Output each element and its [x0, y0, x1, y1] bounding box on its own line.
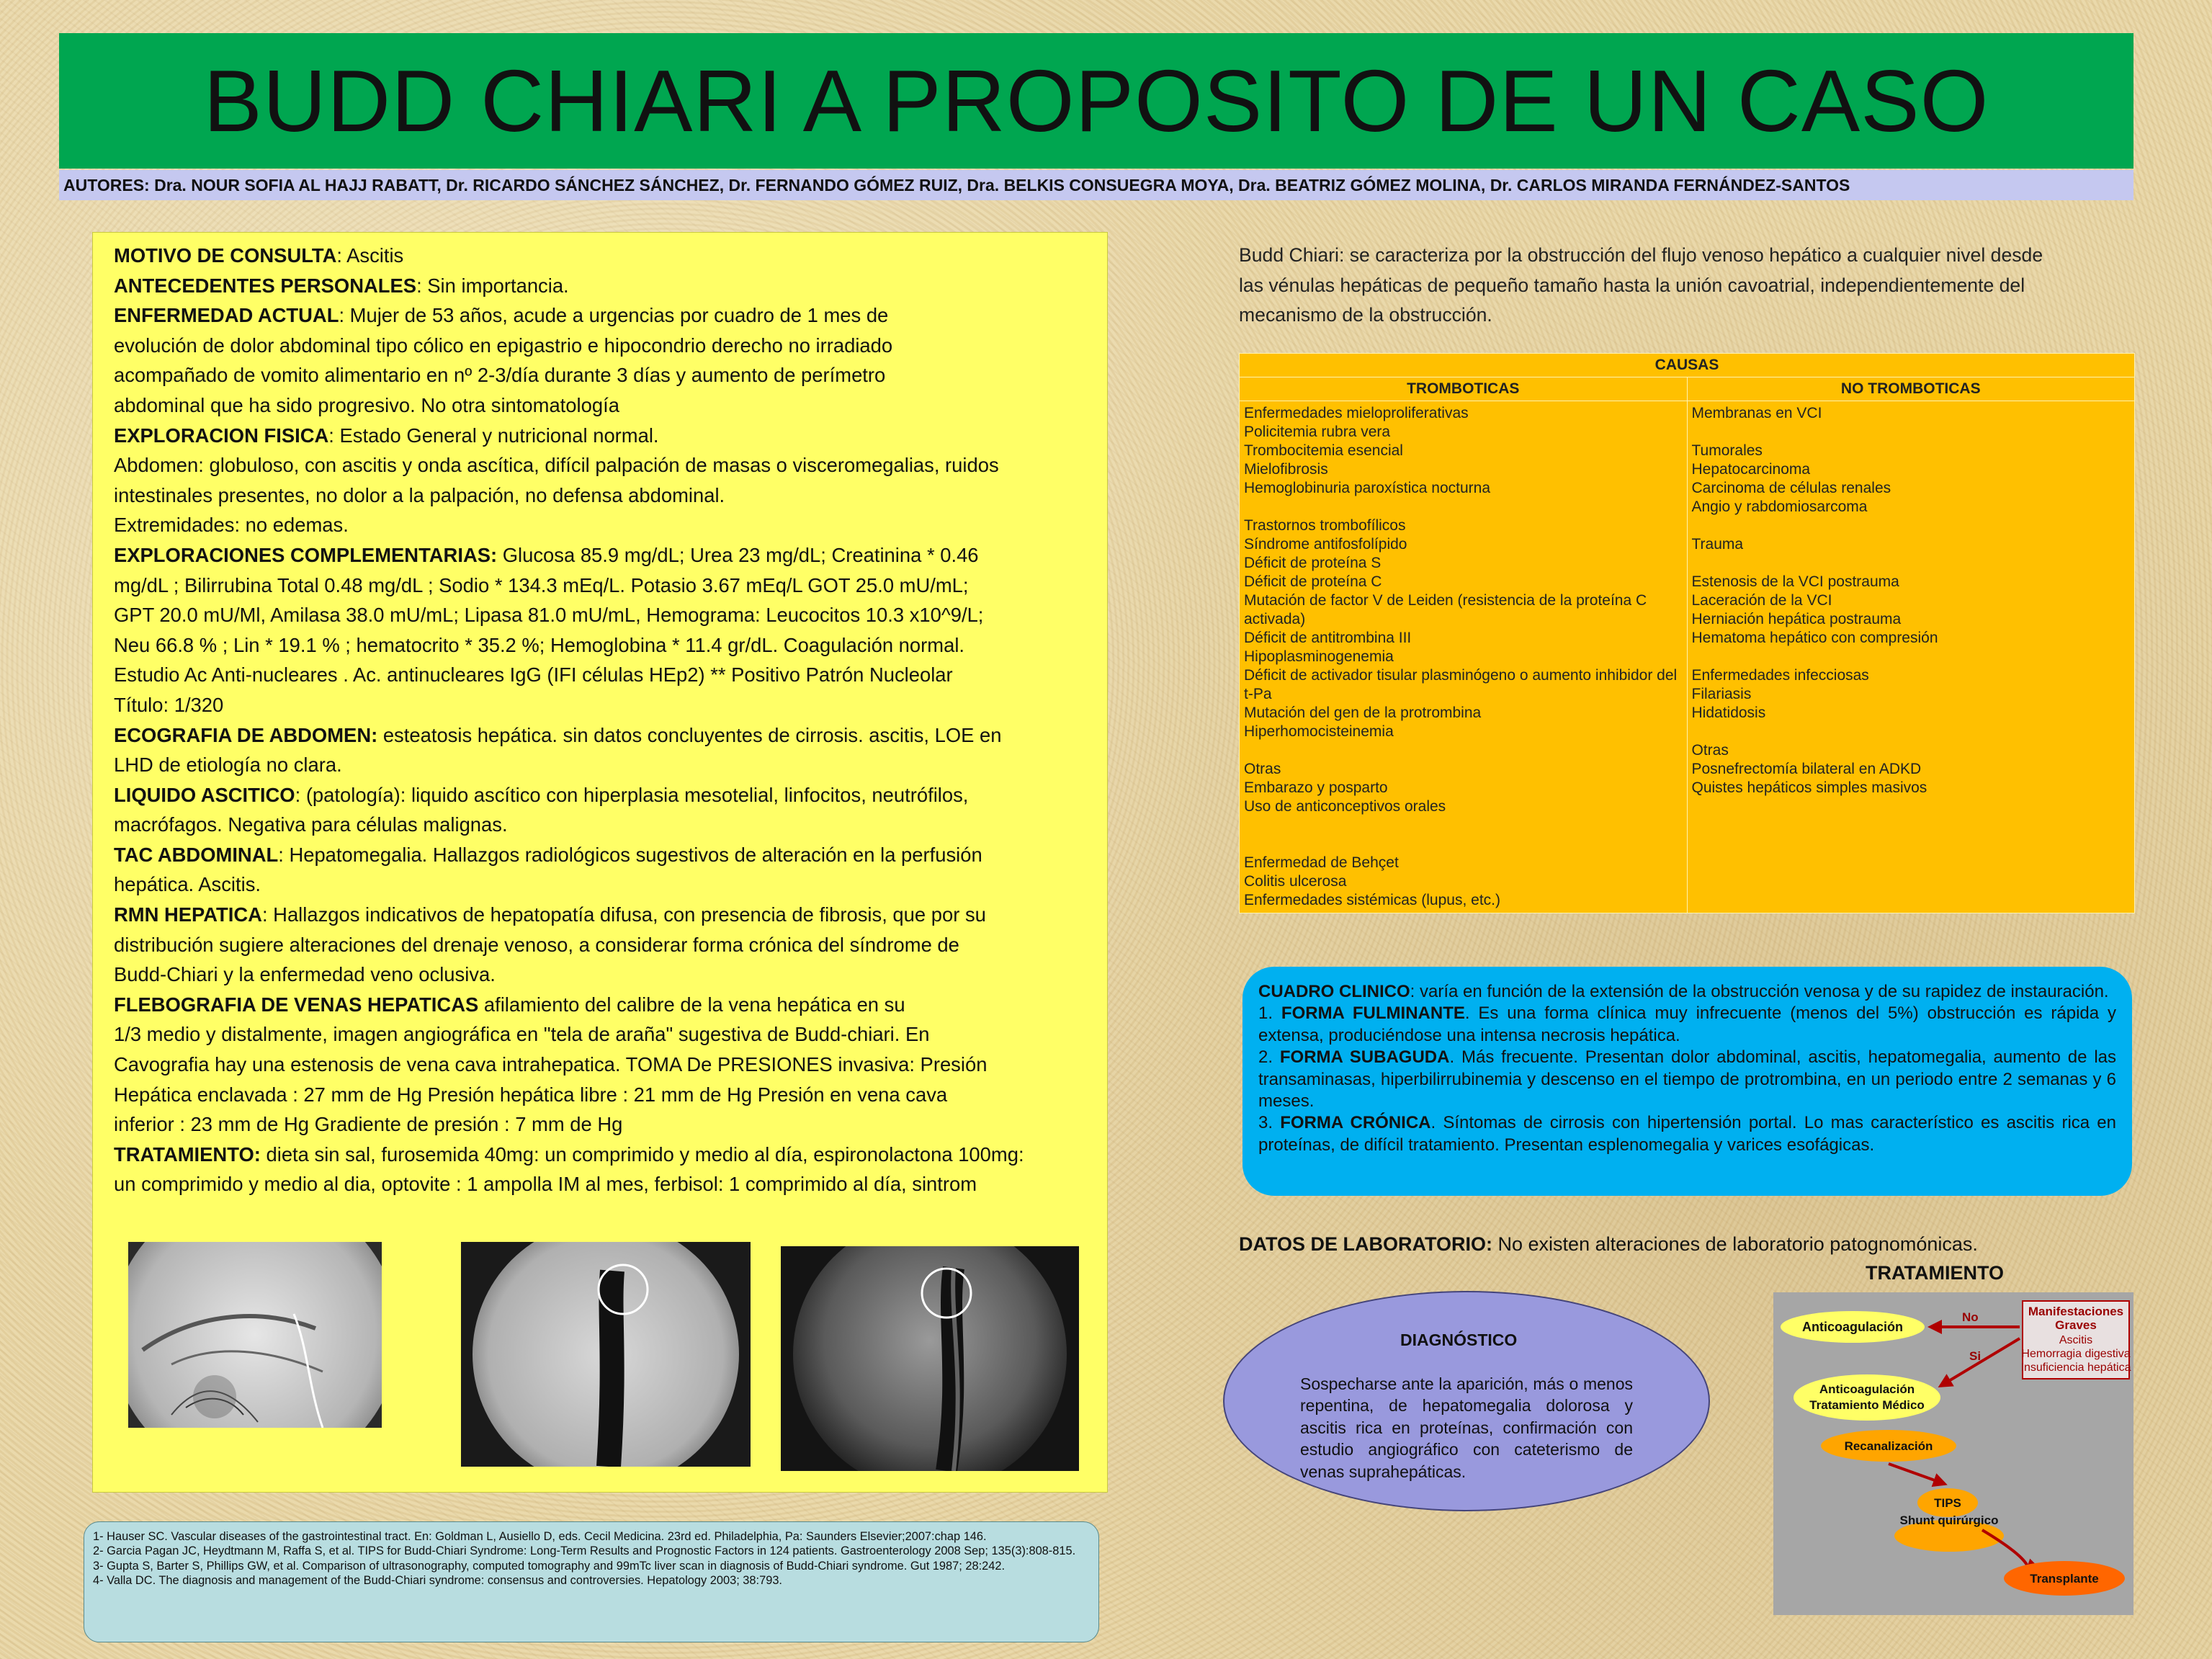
references-box — [84, 1521, 1099, 1642]
anticoag-medico-node — [1794, 1374, 1940, 1421]
manifestaciones-title-1: Manifestaciones — [2028, 1305, 2124, 1318]
thrombotic-cause-item: Policitemia rubra vera — [1244, 424, 1391, 440]
thrombotic-cause-item: Embarazo y posparto — [1244, 779, 1388, 796]
non-thrombotic-cause-item: Filariasis — [1691, 686, 1752, 702]
reference-4: 4- Valla DC. The diagnosis and management of the Budd-Chiari syndrome: consensus and controversies. Hepatology 2003; 38:793. — [93, 1574, 782, 1588]
manifestacion-insuficiencia: Insuficiencia hepática — [2020, 1361, 2131, 1374]
form-cronica-label: FORMA CRÓNICA — [1280, 1113, 1431, 1133]
thrombotic-cause-item: Hiperhomocisteinemia — [1244, 723, 1394, 740]
si-label: Si — [1969, 1349, 1982, 1363]
rmn-line: RMN HEPATICA: Hallazgos indicativos de hepatopatía difusa, con presencia de fibrosis, que por su — [114, 903, 986, 926]
authors-bar: AUTORES: Dra. NOUR SOFIA AL HAJJ RABATT, Dr. RICARDO SÁNCHEZ SÁNCHEZ, Dr. FERNANDO GÓMEZ RUIZ, Dra. BELKIS CONSUEGRA MOYA, Dra. BEATRIZ GÓMEZ MOLINA, Dr. CARLOS MIRANDA FERNÁNDEZ-SANTOS — [59, 170, 2133, 200]
motivo-line: MOTIVO DE CONSULTA: Ascitis — [114, 244, 404, 267]
ecografia-line: ECOGRAFIA DE ABDOMEN: esteatosis hepática. sin datos concluyentes de cirrosis. ascitis, LOE en — [114, 723, 1002, 746]
xray-image-3-graphic — [781, 1246, 1079, 1471]
xray-image-1-graphic — [128, 1242, 382, 1428]
thrombotic-cause-item: Déficit de antitrombina III — [1244, 630, 1412, 646]
reference-1: 1- Hauser SC. Vascular diseases of the gastrointestinal tract. En: Goldman L, Ausiello D, eds. Cecil Medicina. 23rd ed. Philadelphia, Pa: Saunders Elsevier;2007:chap 146. — [93, 1530, 987, 1543]
non-thrombotic-cause-item: Estenosis de la VCI postrauma — [1691, 573, 1899, 590]
diagnosis-title: DIAGNÓSTICO — [1400, 1331, 1518, 1349]
rmn-label: RMN HEPATICA — [114, 903, 262, 926]
tratamiento-label: TRATAMIENTO: — [114, 1142, 261, 1166]
non-thrombotic-cause-item — [1692, 517, 2131, 535]
diagnosis-text: Sospecharse ante la aparición, más o menos repentina, de hepatomegalia dolorosa y ascitis rica en proteínas, confirmación con estudio angiográfico con cateterismo de venas suprahepáticas. — [1300, 1374, 1633, 1481]
tac-line: TAC ABDOMINAL: Hepatomegalia. Hallazgos radiológicos sugestivos de alteración en la perfusión — [114, 843, 982, 866]
non-thrombotic-list — [1687, 401, 2135, 913]
title-banner — [59, 33, 2133, 169]
trasplante-label: Transplante — [2030, 1572, 2099, 1586]
causes-header: CAUSAS — [1240, 354, 2135, 377]
clinical-box: CUADRO CLINICO: varía en función de la extensión de la obstrucción venosa y de su rapidez de instauración. 1. FORMA FULMINANTE. Es una forma clínica muy infrecuente (menos del 5%) obstrucción es rápida y extensa, produciéndose una intensa necrosis hepática. 2. FORMA SUBAGUDA. Más frecuente. Presentan dolor abdominal, ascitis, hepatomegalia, aumento de las transaminasas, hiperbilirrubinemia y descenso en el tiempo de protrombina, en un periodo entre 2 semanas y 6 meses. 3. FORMA CRÓNICA. Síntomas de cirrosis con hipertensión portal. Lo mas característico es ascitis rica en proteínas, de difícil tratamiento. Presentan esplenomegalia y varices esofágicas. — [1242, 967, 2132, 1196]
non-thrombotic-cause-item: Angio y rabdomiosarcoma — [1691, 498, 1868, 515]
manifestacion-ascitis: Ascitis — [2059, 1334, 2093, 1346]
thrombotic-cause-item: Trombocitemia esencial — [1244, 442, 1403, 459]
thrombotic-cause-item: Colitis ulcerosa — [1244, 873, 1347, 890]
thrombotic-cause-item: Enfermedades mieloproliferativas — [1244, 405, 1469, 421]
flebografia-line: FLEBOGRAFIA DE VENAS HEPATICAS afilamiento del calibre de la vena hepática en su — [114, 993, 905, 1016]
antecedentes-line: ANTECEDENTES PERSONALES: Sin importancia. — [114, 274, 569, 297]
reference-2: 2- Garcia Pagan JC, Heydtmann M, Raffa S, et al. TIPS for Budd-Chiari Syndrome: Long-Term Results and Prognostic Factors in 124 patients. Gastroenterology 2008 Sep; 135(3):808-815. — [93, 1544, 1076, 1558]
thrombotic-cause-item — [1244, 835, 1683, 854]
exploracion-line: EXPLORACION FISICA: Estado General y nutricional normal. — [114, 424, 659, 447]
reference-3: 3- Gupta S, Barter S, Phillips GW, et al. Comparison of ultrasonography, computed tomography and 99mTc liver scan in diagnosis of Budd-Chiari syndrome. Gut 1987; 28:242. — [93, 1559, 1006, 1573]
thrombotic-cause-item: Déficit de proteína C — [1244, 573, 1382, 590]
liquido-line: LIQUIDO ASCITICO: (patología): liquido ascítico con hiperplasia mesotelial, linfocitos, neutrófilos, — [114, 783, 969, 806]
definition-text: Budd Chiari: se caracteriza por la obstrucción del flujo venoso hepático a cualquier nivel desde las vénulas hepáticas de pequeño tamaño hasta la unión cavoatrial, independientemente del mecanismo de la obstrucción. — [1239, 244, 2043, 326]
non-thrombotic-cause-item: Hidatidosis — [1691, 705, 1766, 721]
thrombotic-cause-item: Otras — [1244, 761, 1281, 777]
thrombotic-cause-item: Trastornos trombofílicos — [1244, 517, 1406, 534]
case-description: MOTIVO DE CONSULTA: Ascitis ANTECEDENTES PERSONALES: Sin importancia. ENFERMEDAD ACTUAL: Mujer de 53 años, acude a urgencias por cuadro de 1 mes de evolución de dolor abdominal tipo cólico en epigastrio e hipocondrio derecho no irradiado acompañado de vomito alimentario en nº 2-3/día durante 3 días y aumento de perímetro abdominal que ha sido progresivo. No otra sintomatología EXPLORACION FISICA: Estado General y nutricional normal. Abdomen: globuloso, con ascitis y onda ascítica, difícil palpación de masas o visceromegalias, ruidos intestinales presentes, no dolor a la palpación, no defensa abdominal. Extremidades: no edemas. EXPLORACIONES COMPLEMENTARIAS: Glucosa 85.9 mg/dL; Urea 23 mg/dL; Creatinina * 0.46 mg/dL ; Bilirrubina Total 0.48 mg/dL ; Sodio * 134.3 mEq/L. Potasio 3.67 mEq/L GOT 25.0 mU/mL; GPT 20.0 mU/Ml, Amilasa 38.0 mU/mL; Lipasa 81.0 mU/mL, Hemograma: Leucocitos 10.3 x10^9/L; Neu 66.8 % ; Lin * 19.1 % ; hematocrito * 35.2 %; Hemoglobina * 11.4 gr/dL. Coagulación normal. Estudio Ac Anti-nucleares . Ac. antinucleares IgG (IFI células HEp2) ** Positivo Patrón Nucleolar Título: 1/320 ECOGRAFIA DE ABDOMEN: esteatosis hepática. sin datos concluyentes de cirrosis. ascitis, LOE en LHD de etiología no clara. LIQUIDO ASCITICO: (patología): liquido ascítico con hiperplasia mesotelial, linfocitos, neutrófilos, macrófagos. Negativa para células malignas. TAC ABDOMINAL: Hepatomegalia. Hallazgos radiológicos sugestivos de alteración en la perfusión hepática. Ascitis. RMN HEPATICA: Hallazgos indicativos de hepatopatía difusa, con presencia de fibrosis, que por su distribución sugiere alteraciones del drenaje venoso, a considerar forma crónica del síndrome de Budd-Chiari y la enfermedad veno oclusiva. FLEBOGRAFIA DE VENAS HEPATICAS afilamiento del calibre de la vena hepática en su 1/3 medio y distalmente, imagen angiográfica en "tela de araña" sugestiva de Budd-chiari. En Cavografia hay una estenosis de vena cava intrahepatica. TOMA De PRESIONES invasiva: Presión Hepática enclavada : 27 mm de Hg Presión hepática libre : 21 mm de Hg Presión en vena cava inferior : 23 mm de Hg Gradiente de presión : 7 mm de Hg TRATAMIENTO: dieta sin sal, furosemida 40mg: un comprimido y medio al día, espironolactona 100mg: un comprimido y medio al dia, optovite : 1 ampolla IM al mes, ferbisol: 1 comprimido al día, sintrom — [114, 241, 1093, 1199]
non-thrombotic-cause-item: Carcinoma de células renales — [1691, 480, 1891, 496]
enfermedad-line: ENFERMEDAD ACTUAL: Mujer de 53 años, acude a urgencias por cuadro de 1 mes de — [114, 304, 889, 327]
non-thrombotic-cause-item: Hematoma hepático con compresión — [1691, 630, 1938, 646]
tratamiento-line: TRATAMIENTO: dieta sin sal, furosemida 40mg: un comprimido y medio al día, espironolactona 100mg: — [114, 1142, 1024, 1166]
non-thrombotic-cause-item: Laceración de la VCI — [1691, 592, 1832, 609]
treatment-diagram — [1773, 1292, 2133, 1615]
manifestaciones-title-2: Graves — [2055, 1318, 2097, 1332]
non-thrombotic-cause-item: Enfermedades infecciosas — [1691, 667, 1869, 684]
lab-label: DATOS DE LABORATORIO: — [1239, 1233, 1493, 1255]
complementarias-label: EXPLORACIONES COMPLEMENTARIAS: — [114, 543, 498, 566]
poster-title: BUDD CHIARI A PROPOSITO DE UN CASO — [203, 52, 1989, 150]
thrombotic-cause-item: Mutación de factor V de Leiden (resistencia de la proteína C activada) — [1244, 592, 1647, 627]
non-thrombotic-cause-item — [1692, 554, 2131, 573]
non-thrombotic-cause-item: Herniación hepática postrauma — [1691, 611, 1902, 627]
thrombotic-header: TROMBOTICAS — [1240, 377, 1688, 401]
xray-image-2 — [461, 1242, 751, 1467]
xray-image-2-graphic — [461, 1242, 751, 1467]
recanalizacion-label: Recanalización — [1844, 1439, 1933, 1453]
form-fulminante-label: FORMA FULMINANTE — [1281, 1003, 1465, 1024]
motivo-label: MOTIVO DE CONSULTA — [114, 244, 337, 267]
non-thrombotic-cause-item: Otras — [1691, 742, 1729, 759]
complementarias-line: EXPLORACIONES COMPLEMENTARIAS: Glucosa 85.9 mg/dL; Urea 23 mg/dL; Creatinina * 0.46 — [114, 543, 979, 566]
xray-image-1 — [128, 1242, 382, 1428]
thrombotic-cause-item — [1244, 816, 1683, 835]
thrombotic-cause-item: Enfermedades sistémicas (lupus, etc.) — [1244, 892, 1500, 908]
enfermedad-label: ENFERMEDAD ACTUAL — [114, 304, 339, 327]
manifestacion-hemorragia: Hemorragia digestiva — [2021, 1348, 2131, 1360]
tac-label: TAC ABDOMINAL — [114, 843, 279, 866]
non-thrombotic-header: NO TROMBOTICAS — [1687, 377, 2135, 401]
arrow-recanalizacion — [1889, 1464, 1945, 1484]
thrombotic-cause-item: Hipoplasminogenemia — [1244, 648, 1394, 665]
treatment-heading: TRATAMIENTO — [1866, 1262, 2004, 1284]
no-label: No — [1962, 1310, 1979, 1324]
thrombotic-cause-item — [1244, 498, 1683, 517]
non-thrombotic-cause-item: Quistes hepáticos simples masivos — [1691, 779, 1927, 796]
non-thrombotic-cause-item — [1692, 723, 2131, 741]
shunt-label: Shunt quirúrgico — [1899, 1513, 1999, 1527]
thrombotic-cause-item: Uso de anticonceptivos orales — [1244, 798, 1446, 815]
clinical-intro-label: CUADRO CLINICO — [1258, 982, 1410, 1001]
tips-label: TIPS — [1934, 1496, 1961, 1510]
non-thrombotic-cause-item: Posnefrectomía bilateral en ADKD — [1691, 761, 1922, 777]
exploracion-label: EXPLORACION FISICA — [114, 424, 329, 447]
xray-image-3 — [781, 1246, 1079, 1471]
non-thrombotic-cause-item: Membranas en VCI — [1691, 405, 1822, 421]
form-subaguda-label: FORMA SUBAGUDA — [1279, 1047, 1450, 1068]
thrombotic-list — [1240, 401, 1688, 913]
non-thrombotic-cause-item — [1692, 648, 2131, 666]
thrombotic-cause-item: Síndrome antifosfolípido — [1244, 536, 1407, 553]
thrombotic-cause-item: Mutación del gen de la protrombina — [1244, 705, 1482, 721]
anticoag-medico-line2: Tratamiento Médico — [1809, 1398, 1925, 1412]
thrombotic-cause-item — [1244, 741, 1683, 760]
liquido-label: LIQUIDO ASCITICO — [114, 783, 295, 806]
treatment-flowchart — [1773, 1292, 2133, 1615]
lab-line: DATOS DE LABORATORIO: No existen alteraciones de laboratorio patognomónicas. — [1239, 1233, 1978, 1255]
non-thrombotic-cause-item: Trauma — [1691, 536, 1744, 553]
antecedentes-label: ANTECEDENTES PERSONALES — [114, 274, 417, 297]
thrombotic-cause-item: Déficit de proteína S — [1244, 555, 1382, 571]
ecografia-label: ECOGRAFIA DE ABDOMEN: — [114, 723, 378, 746]
thrombotic-cause-item: Déficit de activador tisular plasminógeno o aumento inhibidor del t-Pa — [1244, 667, 1678, 702]
causes-table — [1239, 353, 2135, 913]
thrombotic-cause-item: Enfermedad de Behçet — [1244, 854, 1399, 871]
thrombotic-cause-item: Mielofibrosis — [1244, 461, 1328, 478]
non-thrombotic-cause-item: Hepatocarcinoma — [1691, 461, 1811, 478]
non-thrombotic-cause-item: Tumorales — [1691, 442, 1763, 459]
anticoagulacion-label: Anticoagulación — [1801, 1320, 1904, 1334]
flebografia-label: FLEBOGRAFIA DE VENAS HEPATICAS — [114, 993, 479, 1016]
thrombotic-cause-item: Hemoglobinuria paroxística nocturna — [1244, 480, 1491, 496]
anticoag-medico-line1: Anticoagulación — [1819, 1382, 1915, 1396]
non-thrombotic-cause-item — [1692, 423, 2131, 442]
